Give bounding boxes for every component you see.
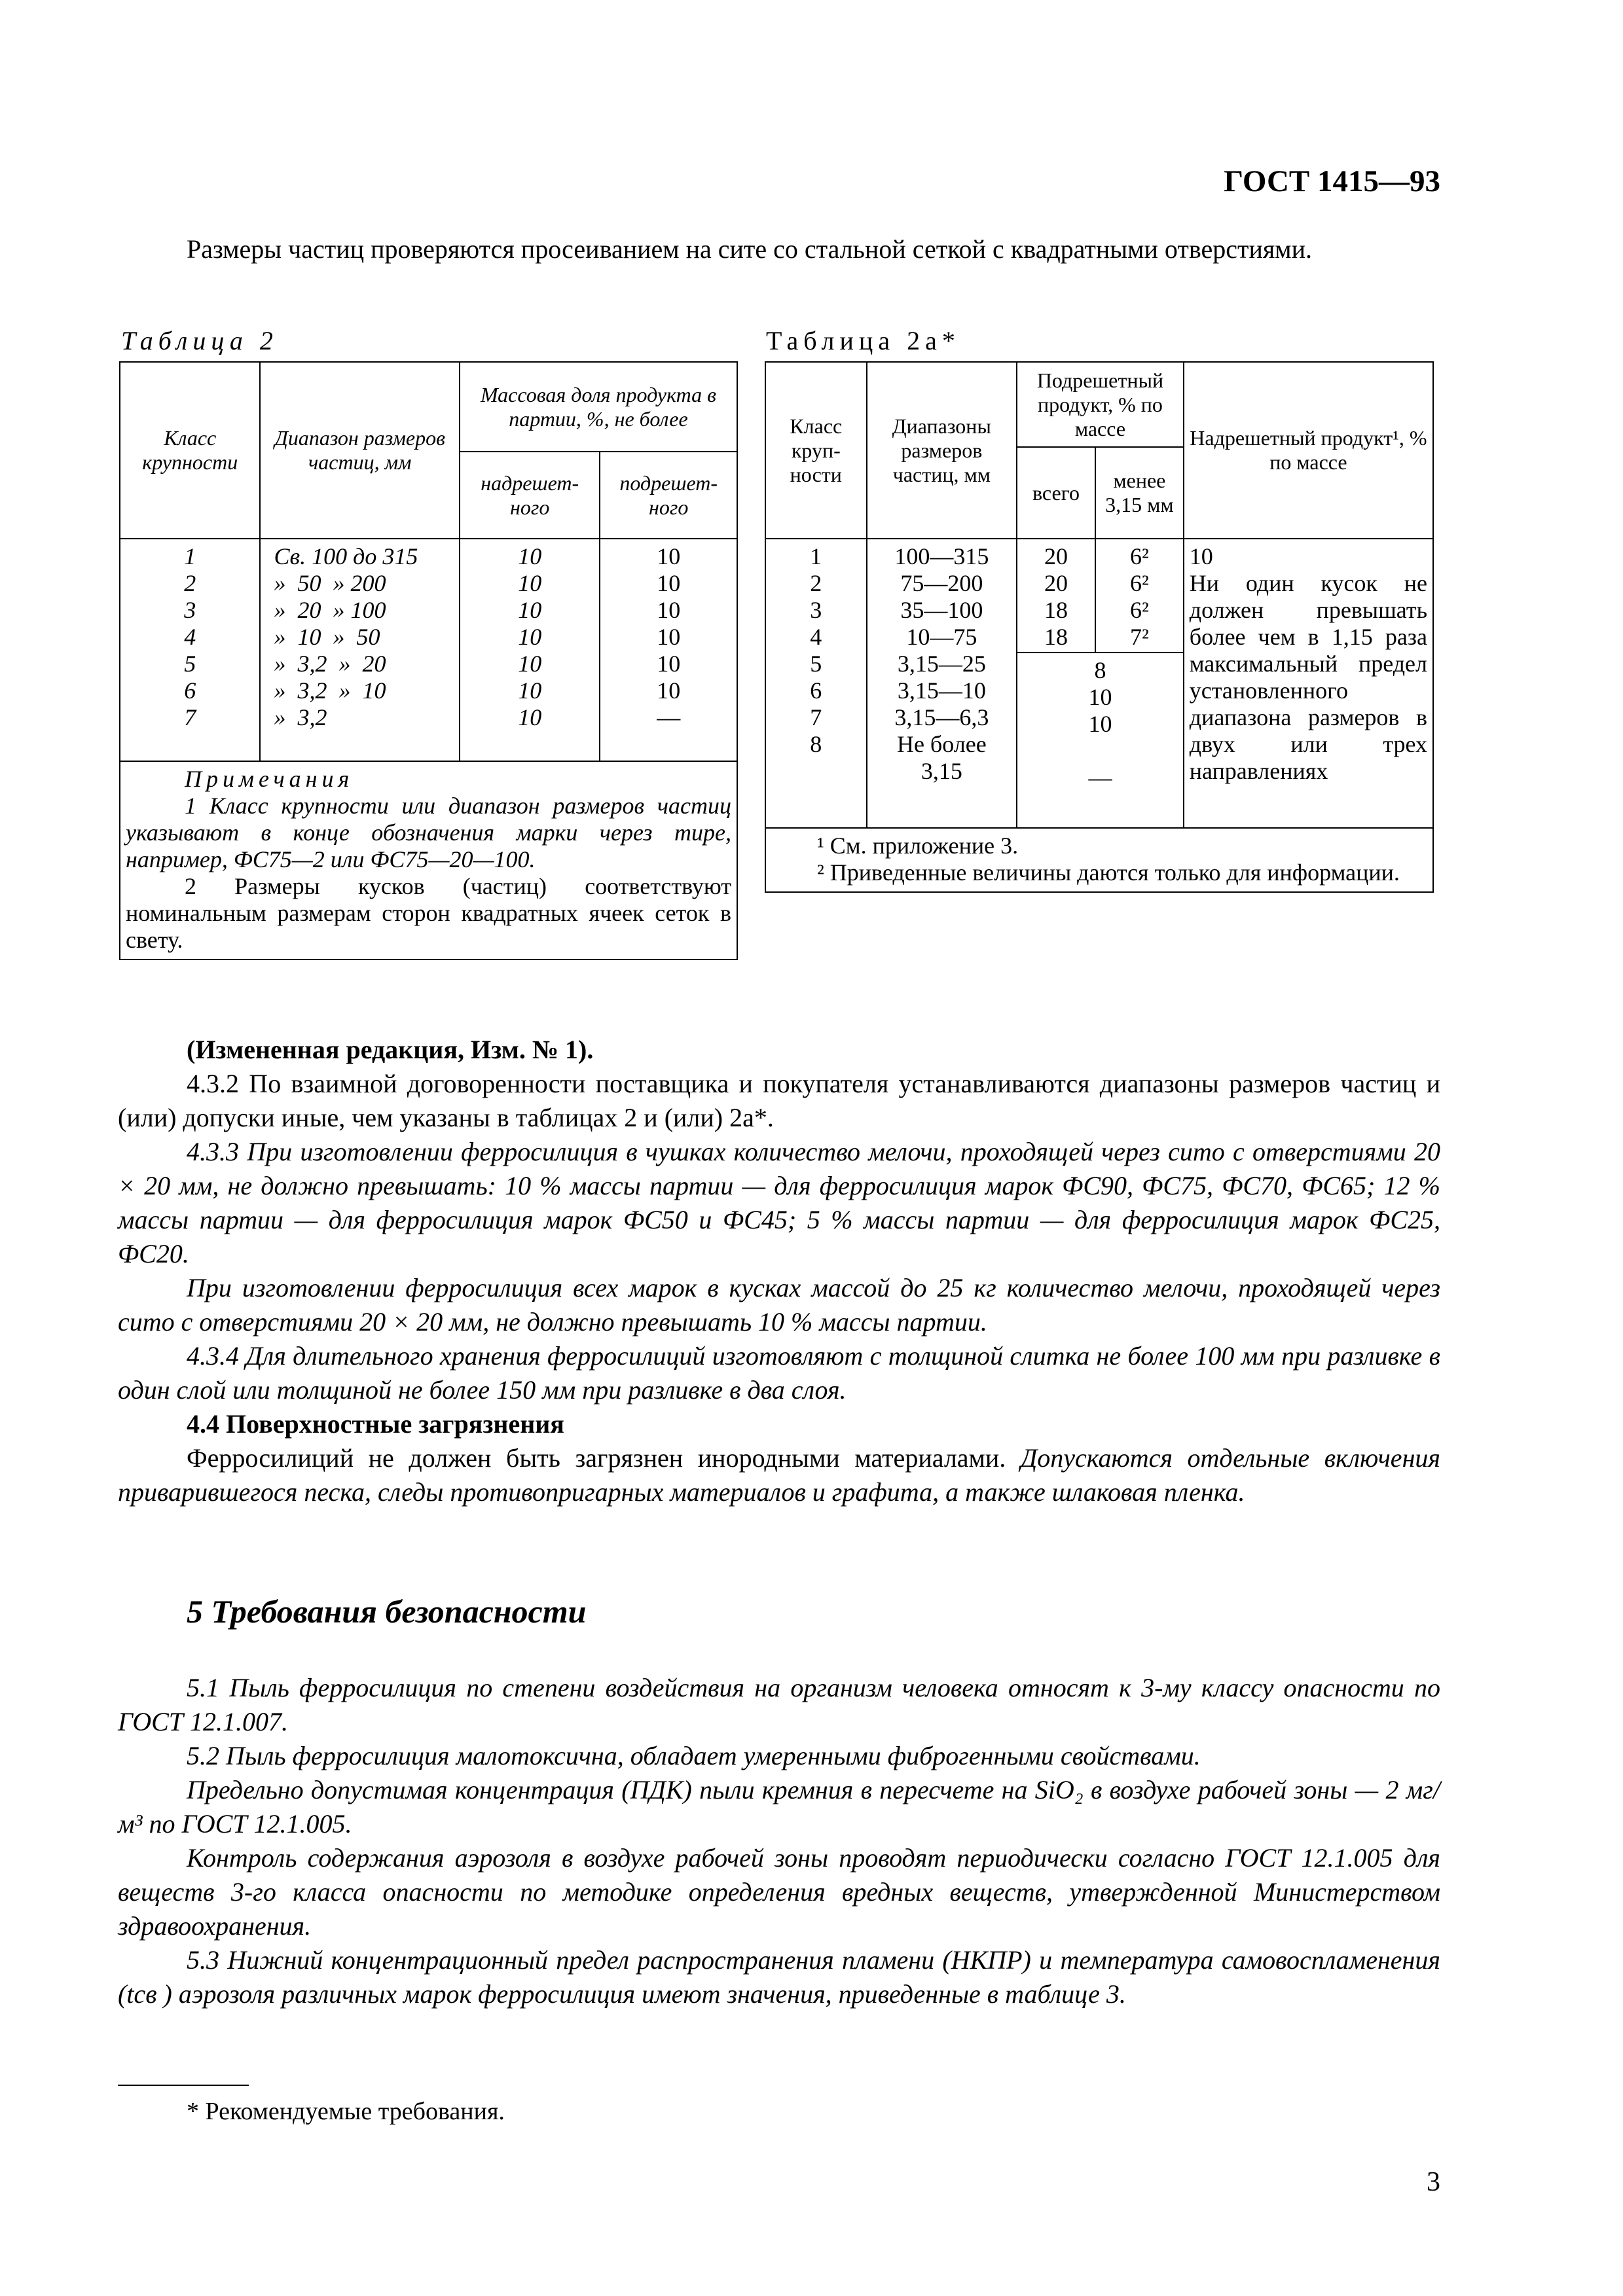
t2a-col-less: 6² 6² 6² 7² xyxy=(1095,539,1184,653)
t2-note-1: 1 Класс крупности или диапазон размеров частиц указывают в конце обозначения марки через тире, например, ФС75—2 или ФС75—20—100. xyxy=(126,793,731,872)
t2-header-over: надрешет-ного xyxy=(460,452,600,539)
t2a-col-class: 1 2 3 4 5 6 7 8 xyxy=(765,539,867,828)
clause-4-3-4: 4.3.4 Для длительного хранения ферросилиций изготовляют с толщиной слитка не более 100 мм при разливке в один слой или толщиной не более 150 мм при разливке в два слоя. xyxy=(118,1341,1440,1405)
t2a-header-over: Надрешетный продукт¹, % по массе xyxy=(1184,362,1433,539)
t2a-col-merged: 8 10 10 — xyxy=(1017,653,1184,828)
clause-4-3-3-cont: При изготовлении ферросилиция всех марок в кусках массой до 25 кг количество мелочи, проходящей через сито с отверстиями 20 × 20 мм, не должно превышать 10 % массы партии. xyxy=(118,1273,1440,1336)
t2-note-2: 2 Размеры кусков (частиц) соответствуют номинальным размерам сторон квадратных ячеек сеток в свету. xyxy=(126,873,731,953)
clause-4-4-text xyxy=(118,1441,1440,1509)
table-2a xyxy=(765,361,1434,893)
table-2-caption: Таблица 2 xyxy=(121,326,278,355)
revision-note: (Измененная редакция, Изм. № 1). xyxy=(187,1035,594,1064)
t2-header-mass: Массовая доля продукта в партии, %, не более xyxy=(460,362,737,452)
document-header: ГОСТ 1415—93 xyxy=(1224,164,1440,198)
intro-paragraph: Размеры частиц проверяются просеиванием на сите со стальной сеткой с квадратными отверстиями. xyxy=(187,234,1312,264)
t2a-header-range: Диапазоны размеров частиц, мм xyxy=(867,362,1017,539)
t2-header-range: Диапазон размеров частиц, мм xyxy=(260,362,459,539)
t2a-col-over: 10 Ни один кусок не должен превышать более чем в 1,15 раза максимальный предел установленного диапазона размеров в двух или трех направлениях xyxy=(1184,539,1433,828)
clause-5-2: 5.2 Пыль ферросилиция малотоксична, обладает умеренными фиброгенными свойствами. xyxy=(187,1741,1201,1770)
t2-col-under: 10 10 10 10 10 10 — xyxy=(600,539,737,761)
t2a-footnote-2: ² Приведенные величины даются только для информации. xyxy=(817,859,1400,886)
t2-header-under: подрешет-ного xyxy=(600,452,737,539)
footnote-rule xyxy=(118,2085,249,2086)
t2-col-class: 1 2 3 4 5 6 7 xyxy=(120,539,260,761)
footnote: * Рекомендуемые требования. xyxy=(187,2098,505,2125)
t2a-col-total: 20 20 18 18 xyxy=(1017,539,1095,653)
clause-4-4-text-a: Ферросилиций не должен быть загрязнен инородными материалами. xyxy=(187,1443,1006,1473)
table-2 xyxy=(119,361,738,960)
t2a-col-range: 100—315 75—200 35—100 10—75 3,15—25 3,15—10 3,15—6,3 Не более 3,15 xyxy=(867,539,1017,828)
t2a-footnote-1: ¹ См. приложение 3. xyxy=(817,833,1019,859)
t2a-header-less: менее 3,15 мм xyxy=(1095,447,1184,539)
clause-4-3-3: 4.3.3 При изготовлении ферросилиция в чушках количество мелочи, проходящей через сито с отверстиями 20 × 20 мм, не должно превышать: 10 % массы партии — для ферросилиция марок ФС90, ФС75, ФС70, ФС65; 12 % массы партии — для ферросилиция марок ФС50 и ФС45; 5 % массы партии — для ферросилиция марок ФС25, ФС20. xyxy=(118,1137,1440,1268)
table-2a-caption: Таблица 2а* xyxy=(766,326,960,355)
page-number: 3 xyxy=(1427,2167,1440,2197)
clause-5-2-pdk: Предельно допустимая концентрация (ПДК) пыли кремния в пересчете на SiO₂ в воздухе рабочей зоны — 2 мг/м³ по ГОСТ 12.1.005. xyxy=(118,1775,1440,1839)
t2a-header-total: всего xyxy=(1017,447,1095,539)
t2a-header-under: Подрешетный продукт, % по массе xyxy=(1017,362,1184,447)
t2-notes-title: Примечания xyxy=(185,766,354,792)
clause-5-1: 5.1 Пыль ферросилиция по степени воздействия на организм человека относят к 3-му классу опасности по ГОСТ 12.1.007. xyxy=(118,1673,1440,1736)
t2a-header-class: Класс круп-ности xyxy=(765,362,867,539)
t2-col-range: Св. 100 до 315 » 50 » 200 » 20 » 100 » 10 » 50 » 3,2 » 20 » 3,2 » 10 » 3,2 xyxy=(260,539,459,761)
section-5-title: 5 Требования безопасности xyxy=(187,1593,587,1630)
t2-col-over: 10 10 10 10 10 10 10 xyxy=(460,539,600,761)
clause-5-2-control: Контроль содержания аэрозоля в воздухе рабочей зоны проводят периодически согласно ГОСТ 12.1.005 для веществ 3-го класса опасности по методике определения вредных веществ, утвержденной Министерством здравоохранения. xyxy=(118,1843,1440,1941)
clause-4-3-2: 4.3.2 По взаимной договоренности поставщика и покупателя устанавливаются диапазоны размеров частиц и (или) допуски иные, чем указаны в таблицах 2 и (или) 2а*. xyxy=(118,1069,1440,1132)
t2-header-class: Класс крупности xyxy=(120,362,260,539)
clause-5-3: 5.3 Нижний концентрационный предел распространения пламени (НКПР) и температура самовоспламенения (tсв ) аэрозоля различных марок ферросилиция имеют значения, приведенные в таблице 3. xyxy=(118,1945,1440,2009)
clause-4-4-title: 4.4 Поверхностные загрязнения xyxy=(187,1409,564,1439)
clause-4-4-text-b: Допускаются отдельные включения приварившегося песка, следы противопригарных материалов и графита, а также шлаковая пленка. xyxy=(118,1443,1441,1507)
